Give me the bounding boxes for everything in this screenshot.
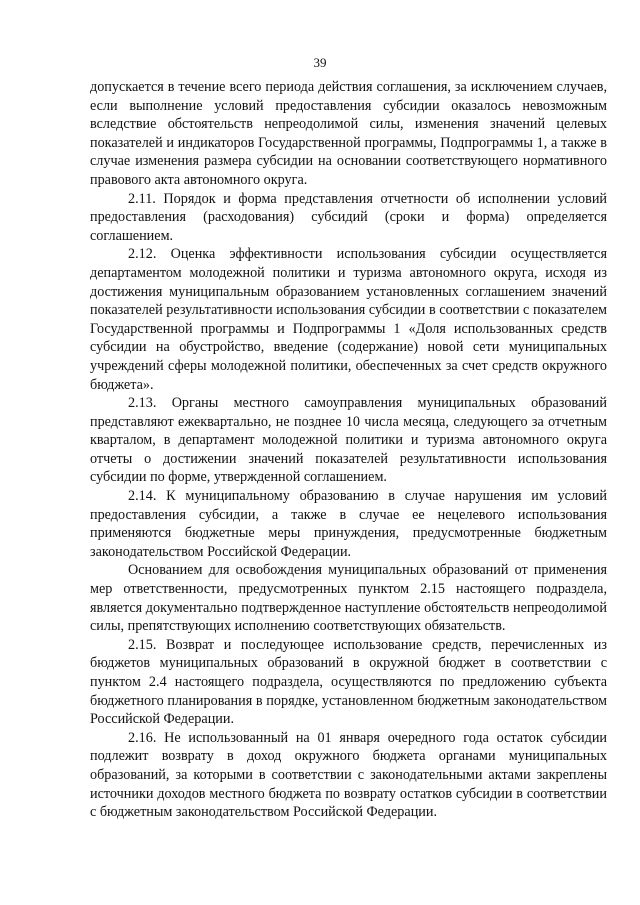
paragraph-2-12: 2.12. Оценка эффективности использования субсидии осуществляется департаментом молодежной политики и туризма автономного округа, исходя из достижения муниципальным образованием установленных соглашением значений показателей результативности использования субсидии в соответствии с показателем Государственной программы и Подпрограммы 1 «Доля использованных средств субсидии на обустройство, введение (содержание) новой сети муниципальных учреждений сферы молодежной политики, обеспеченных за счет средств окружного бюджета». — [90, 246, 607, 393]
paragraph-exemption: Основанием для освобождения муниципальных образований от применения мер ответственности, предусмотренных пунктом 2.15 настоящего подраздела, является документально подтвержденное наступление обстоятельств непреодолимой силы, препятствующих исполнению соответствующих обязательств. — [90, 562, 607, 635]
paragraph-2-14: 2.14. К муниципальному образованию в случае нарушения им условий предоставления субсидии, а также в случае ее нецелевого использования применяются бюджетные меры принуждения, предусмотренные бюджетным законодательством Российской Федерации. — [90, 488, 607, 560]
paragraph-2-11: 2.11. Порядок и форма представления отчетности об исполнении условий предоставления (расходования) субсидий (сроки и форма) определяется соглашением. — [90, 190, 607, 244]
paragraph-2-16: 2.16. Не использованный на 01 января очередного года остаток субсидии подлежит возврату в доход окружного бюджета органами муниципальных образований, за которыми в соответствии с законодательными актами закреплены источники доходов местного бюджета по возврату остатков субсидии в соответствии с бюджетным законодательством Российской Федерации. — [90, 729, 607, 821]
paragraph-continuation: допускается в течение всего периода действия соглашения, за исключением случаев, если выполнение условий предоставления субсидии оказалось невозможным вследствие обстоятельств непреодолимой силы, изменения значений целевых показателей и индикаторов Государственной программы, Подпрограммы 1, а также в случае изменения размера субсидии на основании соответствующего нормативного правового акта автономного округа. — [90, 79, 607, 188]
paragraph-2-13: 2.13. Органы местного самоуправления муниципальных образований представляют ежеквартально, не позднее 10 числа месяца, следующего за отчетным кварталом, в департамент молодежной политики и туризма автономного округа отчеты о достижении значений показателей результативности использования субсидии по форме, утвержденной соглашением. — [90, 395, 607, 486]
document-body — [90, 78, 607, 822]
page-number: 39 — [313, 55, 327, 70]
paragraph-2-15: 2.15. Возврат и последующее использование средств, перечисленных из бюджетов муниципальных образований в окружной бюджет в соответствии с пунктом 2.4 настоящего подраздела, осуществляются по предложению субъекта бюджетного планирования в порядке, установленном бюджетным законодательством Российской Федерации. — [90, 636, 607, 728]
